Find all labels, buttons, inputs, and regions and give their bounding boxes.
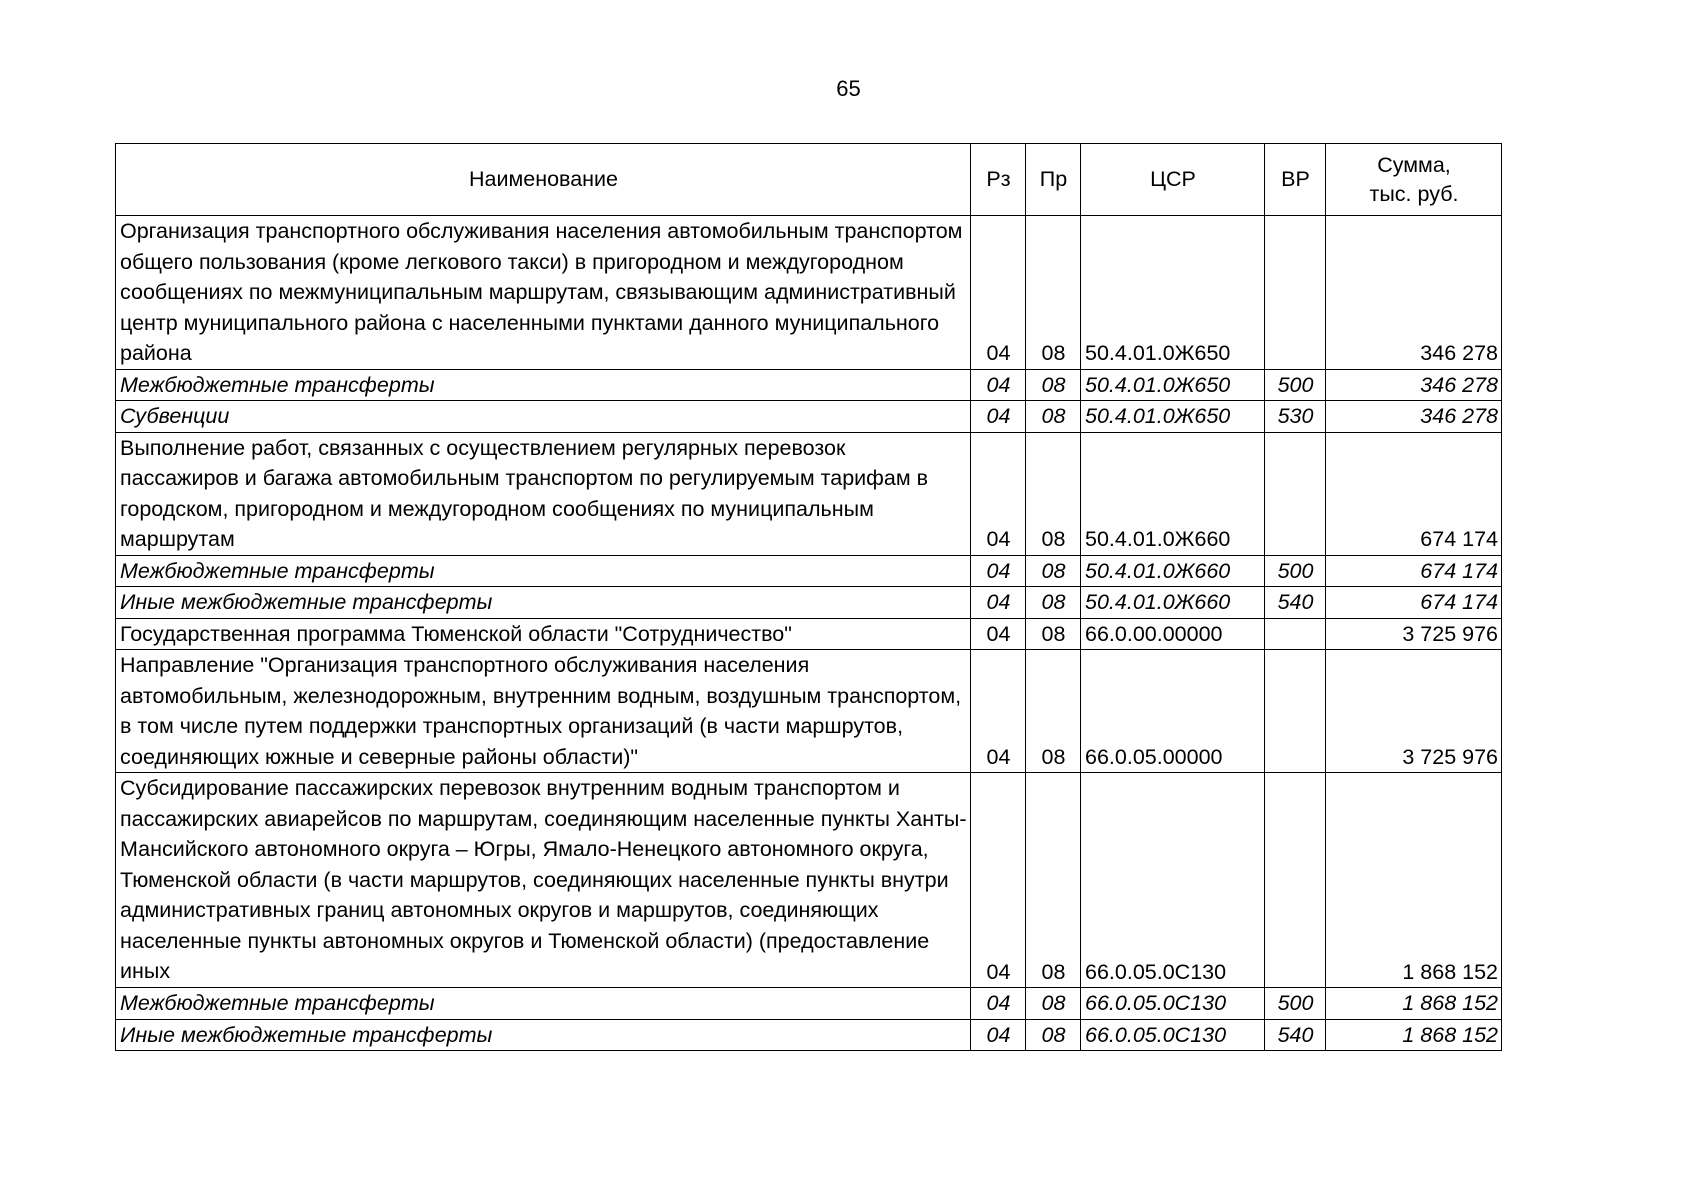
- cell-sum: 1 868 152: [1326, 1019, 1502, 1051]
- cell-rz: 04: [971, 587, 1026, 619]
- header-rz: Рз: [971, 144, 1026, 216]
- cell-pr: 08: [1026, 216, 1081, 370]
- cell-csr: 66.0.05.00000: [1081, 650, 1265, 773]
- cell-vr: 500: [1265, 369, 1326, 401]
- cell-pr: 08: [1026, 432, 1081, 555]
- header-sum: [1326, 144, 1502, 216]
- cell-pr: 08: [1026, 650, 1081, 773]
- cell-rz: 04: [971, 988, 1026, 1020]
- cell-rz: 04: [971, 369, 1026, 401]
- cell-name: Межбюджетные трансферты: [116, 988, 971, 1020]
- cell-rz: 04: [971, 216, 1026, 370]
- table-row: [116, 432, 1502, 555]
- cell-csr: 66.0.05.0С130: [1081, 988, 1265, 1020]
- cell-csr: 50.4.01.0Ж660: [1081, 432, 1265, 555]
- header-sum-line2: тыс. руб.: [1369, 181, 1459, 206]
- cell-sum: 346 278: [1326, 401, 1502, 433]
- cell-rz: 04: [971, 401, 1026, 433]
- cell-vr: [1265, 432, 1326, 555]
- header-sum-line1: Сумма,: [1377, 152, 1451, 177]
- table-row: [116, 587, 1502, 619]
- cell-pr: 08: [1026, 401, 1081, 433]
- cell-vr: 500: [1265, 555, 1326, 587]
- cell-rz: 04: [971, 773, 1026, 988]
- cell-sum: 3 725 976: [1326, 650, 1502, 773]
- cell-csr: 66.0.05.0С130: [1081, 773, 1265, 988]
- table-row: [116, 618, 1502, 650]
- cell-name: Межбюджетные трансферты: [116, 369, 971, 401]
- table-row: [116, 216, 1502, 370]
- cell-csr: 66.0.00.00000: [1081, 618, 1265, 650]
- cell-sum: 674 174: [1326, 432, 1502, 555]
- cell-name: Межбюджетные трансферты: [116, 555, 971, 587]
- table-body: [116, 216, 1502, 1051]
- cell-name: Государственная программа Тюменской области "Сотрудничество": [116, 618, 971, 650]
- cell-pr: 08: [1026, 369, 1081, 401]
- cell-sum: 3 725 976: [1326, 618, 1502, 650]
- cell-vr: 540: [1265, 587, 1326, 619]
- cell-vr: [1265, 216, 1326, 370]
- cell-name: Иные межбюджетные трансферты: [116, 1019, 971, 1051]
- cell-name-text: Субсидирование пассажирских перевозок внутренним водным транспортом и пассажирских авиарейсов по маршрутам, соединяющим населенные пункты Ханты-Мансийского автономного округа – Югры, Ямало-Ненецкого автономного округа, Тюменской области (в части маршрутов, соединяющих населенные пункты внутри административных границ автономных округов и маршрутов, соединяющих населенные пункты автономных округов и Тюменской области) (предоставление иных: [120, 776, 967, 983]
- cell-sum: 346 278: [1326, 216, 1502, 370]
- cell-vr: [1265, 618, 1326, 650]
- cell-rz: 04: [971, 650, 1026, 773]
- cell-pr: 08: [1026, 587, 1081, 619]
- cell-rz: 04: [971, 1019, 1026, 1051]
- cell-csr: 50.4.01.0Ж650: [1081, 369, 1265, 401]
- table-row: [116, 650, 1502, 773]
- cell-name: Иные межбюджетные трансферты: [116, 587, 971, 619]
- header-vr: ВР: [1265, 144, 1326, 216]
- cell-vr: [1265, 650, 1326, 773]
- cell-name: Организация транспортного обслуживания населения автомобильным транспортом общего пользования (кроме легкового такси) в пригородном и междугородном сообщениях по межмуниципальным маршрутам, связывающим административный центр муниципального района с населенными пунктами данного муниципального района: [116, 216, 971, 370]
- cell-pr: 08: [1026, 1019, 1081, 1051]
- header-pr: Пр: [1026, 144, 1081, 216]
- cell-name: Выполнение работ, связанных с осуществлением регулярных перевозок пассажиров и багажа автомобильным транспортом по регулируемым тарифам в городском, пригородном и междугородном сообщениях по муниципальным маршрутам: [116, 432, 971, 555]
- cell-pr: 08: [1026, 618, 1081, 650]
- cell-vr: 530: [1265, 401, 1326, 433]
- cell-vr: 500: [1265, 988, 1326, 1020]
- cell-sum: 674 174: [1326, 587, 1502, 619]
- header-csr: ЦСР: [1081, 144, 1265, 216]
- cell-sum: 346 278: [1326, 369, 1502, 401]
- cell-pr: 08: [1026, 988, 1081, 1020]
- cell-vr: 540: [1265, 1019, 1326, 1051]
- table-row: [116, 773, 1502, 988]
- cell-csr: 50.4.01.0Ж650: [1081, 401, 1265, 433]
- budget-table: [115, 143, 1502, 1051]
- table-header-row: [116, 144, 1502, 216]
- cell-sum: 1 868 152: [1326, 773, 1502, 988]
- cell-rz: 04: [971, 618, 1026, 650]
- cell-csr: 50.4.01.0Ж660: [1081, 587, 1265, 619]
- cell-name: Направление "Организация транспортного обслуживания населения автомобильным, железнодорожным, внутренним водным, воздушным транспортом, в том числе путем поддержки транспортных организаций (в части маршрутов, соединяющих южные и северные районы области)": [116, 650, 971, 773]
- cell-csr: 50.4.01.0Ж660: [1081, 555, 1265, 587]
- table-row: [116, 988, 1502, 1020]
- cell-rz: 04: [971, 432, 1026, 555]
- cell-vr: [1265, 773, 1326, 988]
- table-row: [116, 1019, 1502, 1051]
- cell-pr: 08: [1026, 555, 1081, 587]
- cell-name: Субвенции: [116, 401, 971, 433]
- cell-csr: 66.0.05.0С130: [1081, 1019, 1265, 1051]
- cell-name: [116, 773, 971, 988]
- cell-sum: 674 174: [1326, 555, 1502, 587]
- cell-pr: 08: [1026, 773, 1081, 988]
- table-row: [116, 555, 1502, 587]
- page-number: 65: [836, 76, 861, 101]
- table-row: [116, 369, 1502, 401]
- cell-rz: 04: [971, 555, 1026, 587]
- header-name: Наименование: [116, 144, 971, 216]
- cell-sum: 1 868 152: [1326, 988, 1502, 1020]
- cell-csr: 50.4.01.0Ж650: [1081, 216, 1265, 370]
- table-row: [116, 401, 1502, 433]
